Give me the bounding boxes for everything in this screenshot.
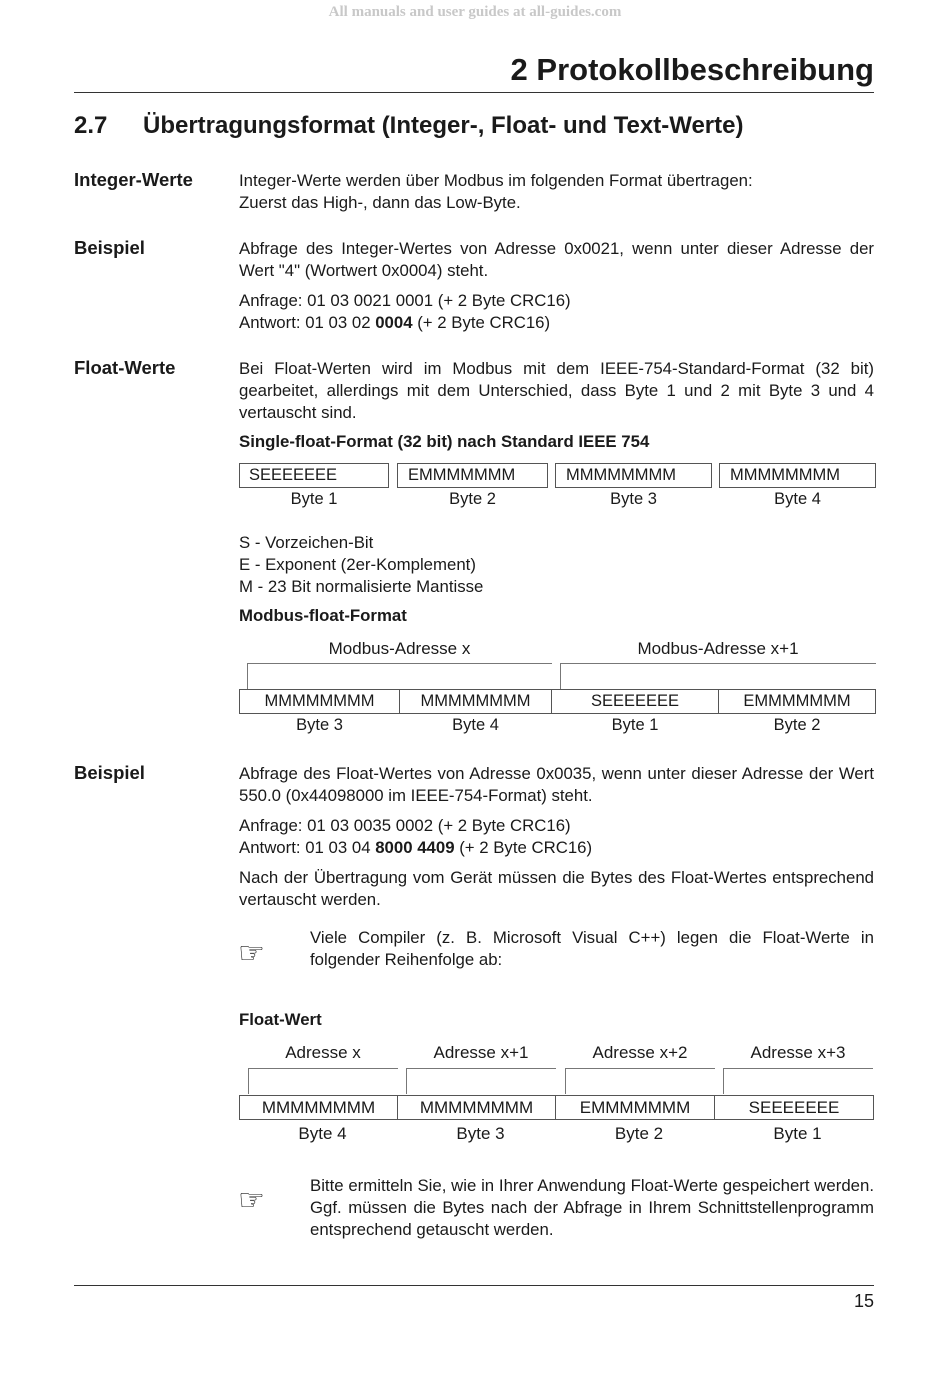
integer-label: Integer-Werte [74,169,193,190]
single-box-1: SEEEEEEE [239,463,389,488]
modbus-byte-3: Byte 1 [611,716,659,734]
example2-text: Abfrage des Float-Wertes von Adresse 0x0035, wenn unter dieser Adresse der Wert 550.0 (0x44098000 im IEEE-754-Format) steht. [239,764,874,805]
header-rule [74,92,874,93]
floatwert-address-3: Adresse x+2 [592,1043,688,1062]
section-title: Übertragungsformat (Integer-, Float- und Text-Werte) [143,112,744,139]
single-byte-2: Byte 2 [449,490,496,508]
modbus-byte-1: Byte 3 [296,716,343,734]
example2-after: Nach der Übertragung vom Gerät müssen die Bytes des Float-Wertes entsprechend vertauscht werden. [239,868,874,909]
single-box-2: EMMMMMMM [397,463,548,488]
example1-text: Abfrage des Integer-Wertes von Adresse 0x0021, wenn unter dieser Adresse der Wert "4" (Wortwert 0x0004) steht. [239,239,874,280]
integer-line1: Integer-Werte werden über Modbus im folgenden Format übertragen: [239,171,753,190]
modbus-box-4: EMMMMMMM [718,689,876,714]
modbus-address-x: Modbus-Adresse x [328,639,471,658]
example2-label: Beispiel [74,762,145,783]
example2-response-prefix: Antwort: 01 03 04 [239,838,376,857]
single-box-4: MMMMMMMM [719,463,876,488]
floatwert-byte-4: Byte 1 [773,1124,822,1143]
example1-request: Anfrage: 01 03 0021 0001 (+ 2 Byte CRC16) [239,291,571,310]
modbus-address-x1: Modbus-Adresse x+1 [637,639,799,658]
floatwert-address-1: Adresse x [285,1043,361,1062]
single-byte-4: Byte 4 [774,490,821,508]
example1-response-prefix: Antwort: 01 03 02 [239,313,376,332]
note-storage: Bitte ermitteln Sie, wie in Ihrer Anwendung Float-Werte gespeichert werden. Ggf. müssen die Bytes nach der Abfrage in Ihrem Schnittstellenprogramm entsprechend getauscht werden. [310,1176,874,1239]
modbus-box-1: MMMMMMMM [239,689,400,714]
note-compiler: Viele Compiler (z. B. Microsoft Visual C++) legen die Float-Werte in folgender Reihenfolge ab: [310,928,874,969]
integer-line2: Zuerst das High-, dann das Low-Byte. [239,193,521,212]
floatwert-address-4: Adresse x+3 [750,1043,846,1062]
example1-response-value: 0004 [375,313,413,332]
watermark: All manuals and user guides at all-guides.com [328,4,622,20]
modbus-float-title: Modbus-float-Format [239,606,407,625]
floatwert-byte-3: Byte 2 [614,1124,664,1143]
floatwert-byte-1: Byte 4 [298,1124,347,1143]
floatwert-byte-2: Byte 3 [456,1124,505,1143]
floatwert-box-2: MMMMMMMM [397,1095,556,1120]
floatwert-bracket-2 [406,1068,556,1094]
floatwert-bracket-1 [248,1068,398,1094]
floatwert-bracket-4 [723,1068,873,1094]
single-box-3: MMMMMMMM [555,463,712,488]
floatwert-box-4: SEEEEEEE [714,1095,874,1120]
modbus-byte-4: Byte 2 [773,716,821,734]
floatwert-bracket-3 [565,1068,715,1094]
section-number: 2.7 [74,112,108,139]
example2-response-value: 8000 4409 [375,838,455,857]
example1-label: Beispiel [74,237,145,258]
modbus-box-2: MMMMMMMM [399,689,552,714]
section-heading [74,112,743,140]
example1-response-suffix: (+ 2 Byte CRC16) [412,313,551,332]
chapter-title: 2 Protokollbeschreibung [510,52,874,87]
modbus-bracket-x [247,663,552,689]
example2-response-suffix: (+ 2 Byte CRC16) [454,838,593,857]
single-byte-1: Byte 1 [290,490,338,508]
modbus-box-3: SEEEEEEE [551,689,719,714]
integer-text [239,170,874,214]
page-number: 15 [853,1291,874,1311]
footer-rule [74,1285,874,1286]
legend-e: E - Exponent (2er-Komplement) [239,555,476,574]
example2-request: Anfrage: 01 03 0035 0002 (+ 2 Byte CRC16) [239,816,571,835]
pointing-hand-icon: ☞ [238,937,265,970]
example2-response [239,837,874,859]
floatwert-address-2: Adresse x+1 [433,1043,529,1062]
floatwert-box-3: EMMMMMMM [555,1095,715,1120]
legend-m: M - 23 Bit normalisierte Mantisse [239,577,484,596]
pointing-hand-icon-2: ☞ [238,1184,265,1217]
float-text: Bei Float-Werten wird im Modbus mit dem IEEE-754-Standard-Format (32 bit) gearbeitet, allerdings mit dem Unterschied, dass Byte 1 und 2 mit Byte 3 und 4 vertauscht sind. [239,359,874,422]
single-byte-3: Byte 3 [610,490,657,508]
modbus-byte-2: Byte 4 [452,716,499,734]
legend-s: S - Vorzeichen-Bit [239,533,374,552]
float-label: Float-Werte [74,357,176,378]
float-wert-title: Float-Wert [239,1010,322,1029]
modbus-bracket-x1 [560,663,876,689]
example1-response [239,312,874,334]
single-float-title: Single-float-Format (32 bit) nach Standard IEEE 754 [239,432,650,451]
floatwert-box-1: MMMMMMMM [239,1095,398,1120]
